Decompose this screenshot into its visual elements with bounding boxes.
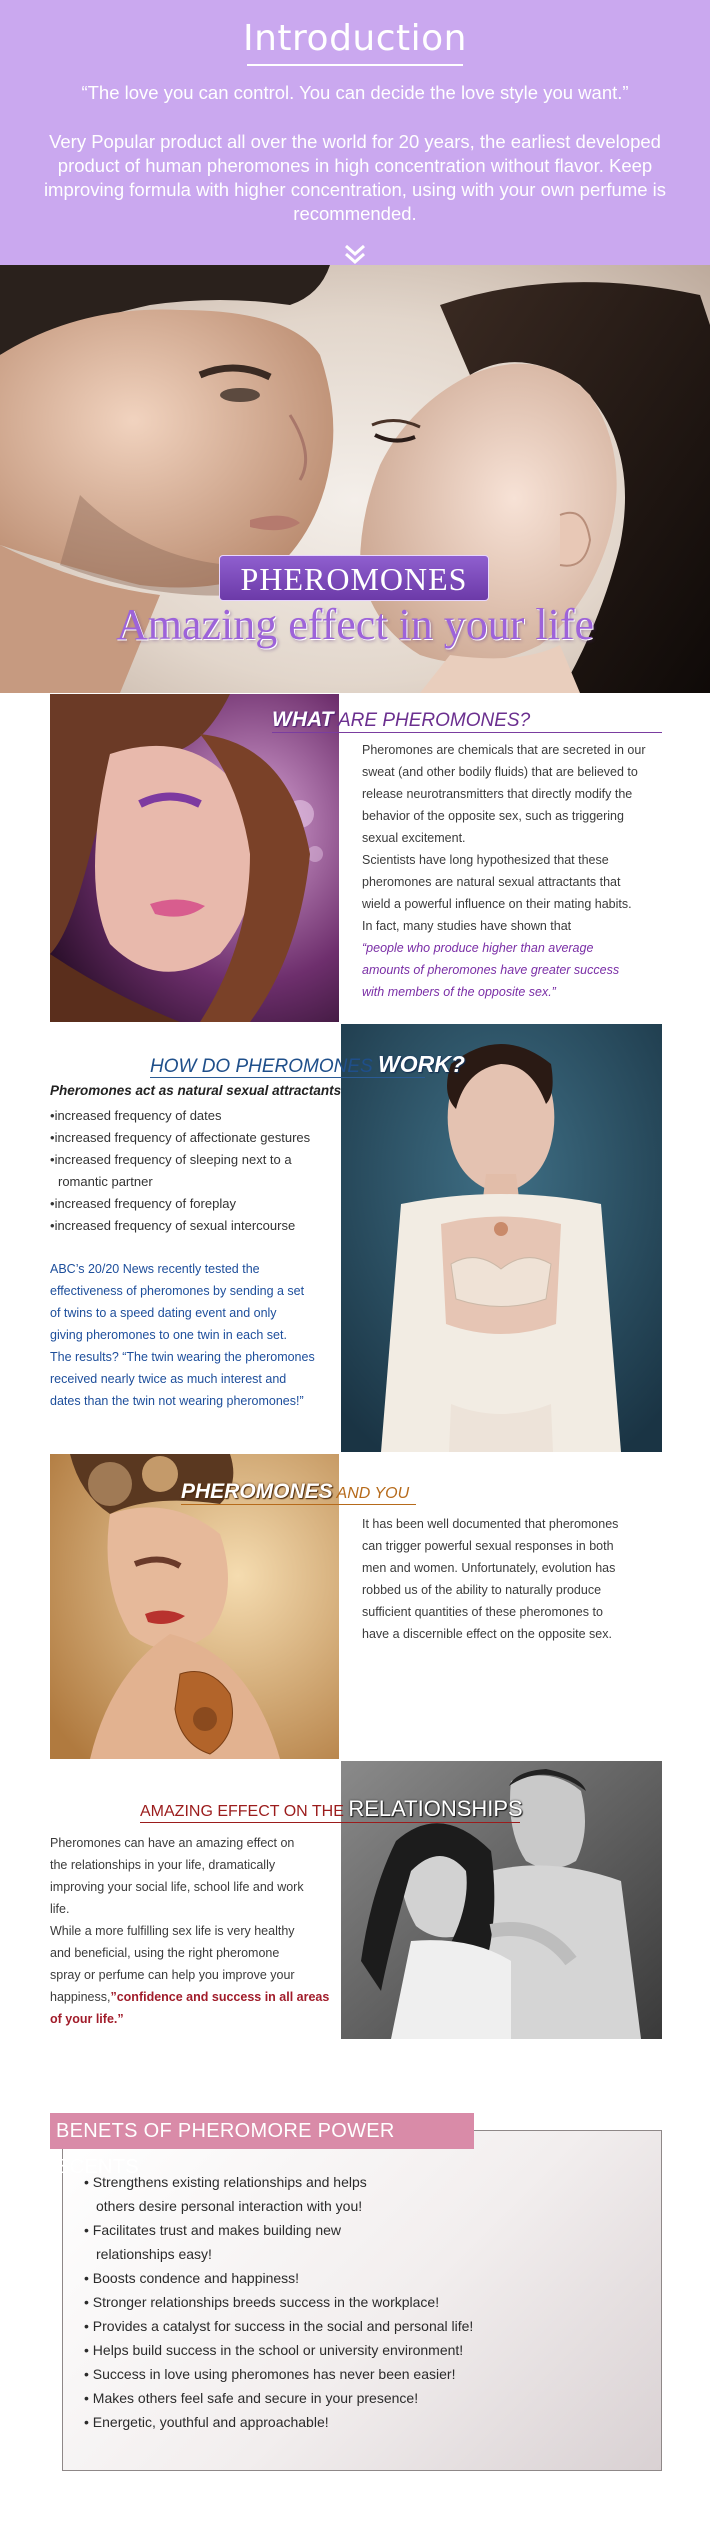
hero-tagline: Amazing effect in your life [115,600,595,649]
list-item: • Success in love using pheromones has never been easier! [84,2362,564,2386]
list-item: • Stronger relationships breeds success in the workplace! [84,2290,564,2314]
what-are-pheromones-title: WHAT ARE PHEROMONES? [272,708,531,731]
pheromones-and-you-title: PHEROMONES AND YOU [181,1480,410,1503]
list-item: • Boosts condence and happiness! [84,2266,564,2290]
pheromones-and-you-text: It has been well documented that pheromones can trigger powerful sexual responses in both men and women. Unfortunately, evolution has robbed us of the ability to naturally produce sufficient quantities of these pheromones to have a discernible effect on the opposite sex. [362,1517,619,1641]
list-item: • Provides a catalyst for success in the social and personal life! [84,2314,564,2338]
woman-makeup-photo [50,694,339,1022]
intro-title: Introduction [242,18,467,59]
benefits-title: BENETS OF PHEROMORE POWER SCENTS [50,2113,474,2149]
benefits-list [84,2170,564,2434]
list-item: • Strengthens existing relationships and helps others desire personal interaction with you! [84,2170,374,2218]
how-do-pheromones-work-title: HOW DO PHEROMONES WORK? [150,1051,465,1077]
list-item: • Facilitates trust and makes building new relationships easy! [84,2218,374,2266]
relationships-title-divider [140,1822,520,1823]
intro-section [0,0,710,265]
relationships-text: Pheromones can have an amazing effect on the relationships in your life, dramatically improving your social life, school life and work life. While a more fulfilling sex life is very healthy and beneficial, using the right pheromone spray or perfume can help you improve your happiness,”confidence and success in all areas of your life.” [50,1836,330,2026]
intro-paragraph: Very Popular product all over the world for 20 years, the earliest developed product of human pheromones in high concentration without flavor. Keep improving formula with higher concentration, using with your own perfume is recommended. [43,131,667,224]
list-item: • Makes others feel safe and secure in your presence! [84,2386,564,2410]
list-item: • increased frequency of sleeping next to a romantic partner [50,1149,315,1193]
how-title-divider [150,1077,425,1078]
pheromones-badge: PHEROMONES [219,555,489,601]
list-item: • increased frequency of sexual intercourse [50,1215,340,1237]
attractant-list [50,1105,340,1237]
what-title-divider [272,732,662,733]
amazing-effect-relationships-title: AMAZING EFFECT ON THE RELATIONSHIPS [140,1796,523,1821]
how-subtitle: Pheromones act as natural sexual attractants [50,1083,342,1098]
abc-news-paragraph: ABC’s 20/20 News recently tested the effectiveness of pheromones by sending a set of twins to a speed dating event and only giving pheromones to one twin in each set. The results? “The twin wearing the pheromones received nearly twice as much interest and dates than the twin not wearing pheromones!” [50,1262,315,1408]
list-item: • increased frequency of affectionate gestures [50,1127,340,1149]
intro-title-underline [247,64,463,66]
and-you-title-divider [181,1504,416,1505]
intro-quote: “The love you can control. You can decide the love style you want.” [81,82,629,103]
woman-lingerie-photo [341,1024,662,1452]
hero-banner [0,265,710,693]
list-item: • Helps build success in the school or university environment! [84,2338,564,2362]
list-item: • Energetic, youthful and approachable! [84,2410,564,2434]
list-item: • increased frequency of dates [50,1105,340,1127]
what-are-pheromones-text: Pheromones are chemicals that are secreted in our sweat (and other bodily fluids) that are believed to release neurotransmitters that directly modify the behavior of the opposite sex, such as triggering sexual excitement. Scientists have long hypothesized that these pheromones are natural sexual attractants that wield a powerful influence on their mating habits. In fact, many studies have shown that “people who produce higher than average amounts of pheromones have greater success with members of the opposite sex.” [362,743,646,999]
list-item: • increased frequency of foreplay [50,1193,340,1215]
